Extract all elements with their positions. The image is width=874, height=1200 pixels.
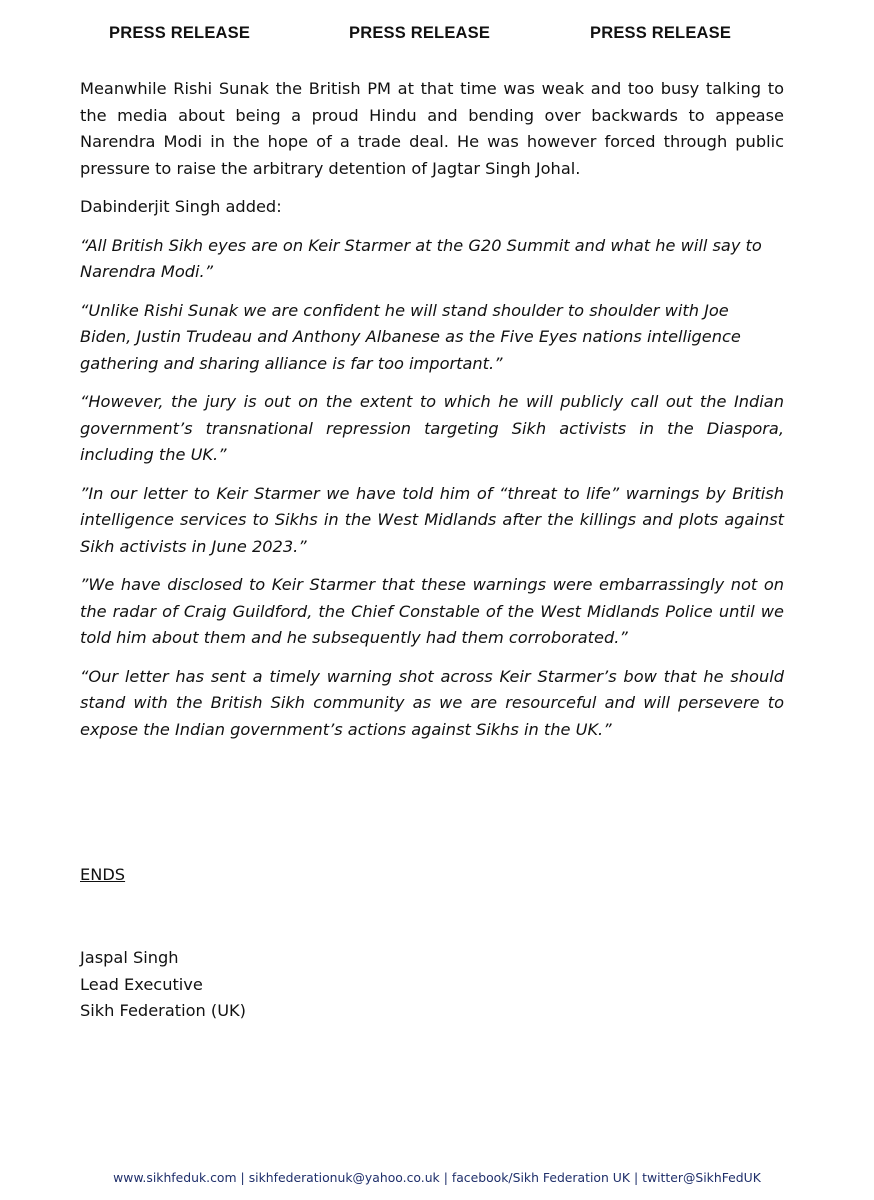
header-label-center: PRESS RELEASE xyxy=(349,24,491,42)
footer-website-link[interactable]: www.sikhfeduk.com xyxy=(113,1170,237,1185)
header-label-left: PRESS RELEASE xyxy=(109,24,251,42)
footer-twitter-link[interactable]: twitter@SikhFedUK xyxy=(642,1170,761,1185)
signatory-organisation: Sikh Federation (UK) xyxy=(80,1001,246,1020)
quote-west-midlands-police: ”We have disclosed to Keir Starmer that these warnings were embarrassingly not on the radar of Craig Guildford, the Chief Constable of the West Midlands Police until we told him about them and he subsequently had them corroborated.” xyxy=(80,575,784,647)
quote-transnational-repression: “However, the jury is out on the extent to which he will publicly call out the Indian government’s transnational repression targeting Sikh activists in the Diaspora, including the UK.” xyxy=(80,392,784,464)
press-release-header xyxy=(0,24,874,46)
footer-separator: | xyxy=(240,1170,245,1185)
footer-separator: | xyxy=(443,1170,448,1185)
signatory-name: Jaspal Singh xyxy=(80,948,179,967)
signature-block xyxy=(80,945,246,1025)
contact-footer xyxy=(0,1170,874,1185)
quote-g20-summit: “All British Sikh eyes are on Keir Starmer at the G20 Summit and what he will say to Narendra Modi.” xyxy=(80,235,762,281)
signatory-title: Lead Executive xyxy=(80,974,203,994)
footer-email-link[interactable]: sikhfederationuk@yahoo.co.uk xyxy=(248,1170,440,1185)
quote-five-eyes: “Unlike Rishi Sunak we are confident he will stand shoulder to shoulder with Joe Biden, Justin Trudeau and Anthony Albanese as the Five Eyes nations intelligence gathering and sharing alliance is far too important.” xyxy=(80,300,741,373)
ends-marker: ENDS xyxy=(80,865,126,884)
quote-warning-shot: “Our letter has sent a timely warning shot across Keir Starmer’s bow that he should stand with the British Sikh community as we are resourceful and will persevere to expose the Indian government’s actions against Sikhs in the UK.” xyxy=(80,666,784,739)
header-label-right: PRESS RELEASE xyxy=(590,24,732,42)
paragraph-attribution: Dabinderjit Singh added: xyxy=(80,197,282,216)
footer-facebook-link[interactable]: facebook/Sikh Federation UK xyxy=(451,1170,630,1185)
press-release-body xyxy=(80,76,784,755)
paragraph-sunak: Meanwhile Rishi Sunak the British PM at that time was weak and too busy talking to the media about being a proud Hindu and bending over backwards to appease Narendra Modi in the hope of a trade deal. He was however forced through public pressure to raise the arbitrary detention of Jagtar Singh Johal. xyxy=(80,79,784,178)
footer-separator: | xyxy=(633,1170,639,1185)
quote-threat-to-life: ”In our letter to Keir Starmer we have told him of “threat to life” warnings by British intelligence services to Sikhs in the West Midlands after the killings and plots against Sikh activists in June 2023.” xyxy=(80,483,784,556)
